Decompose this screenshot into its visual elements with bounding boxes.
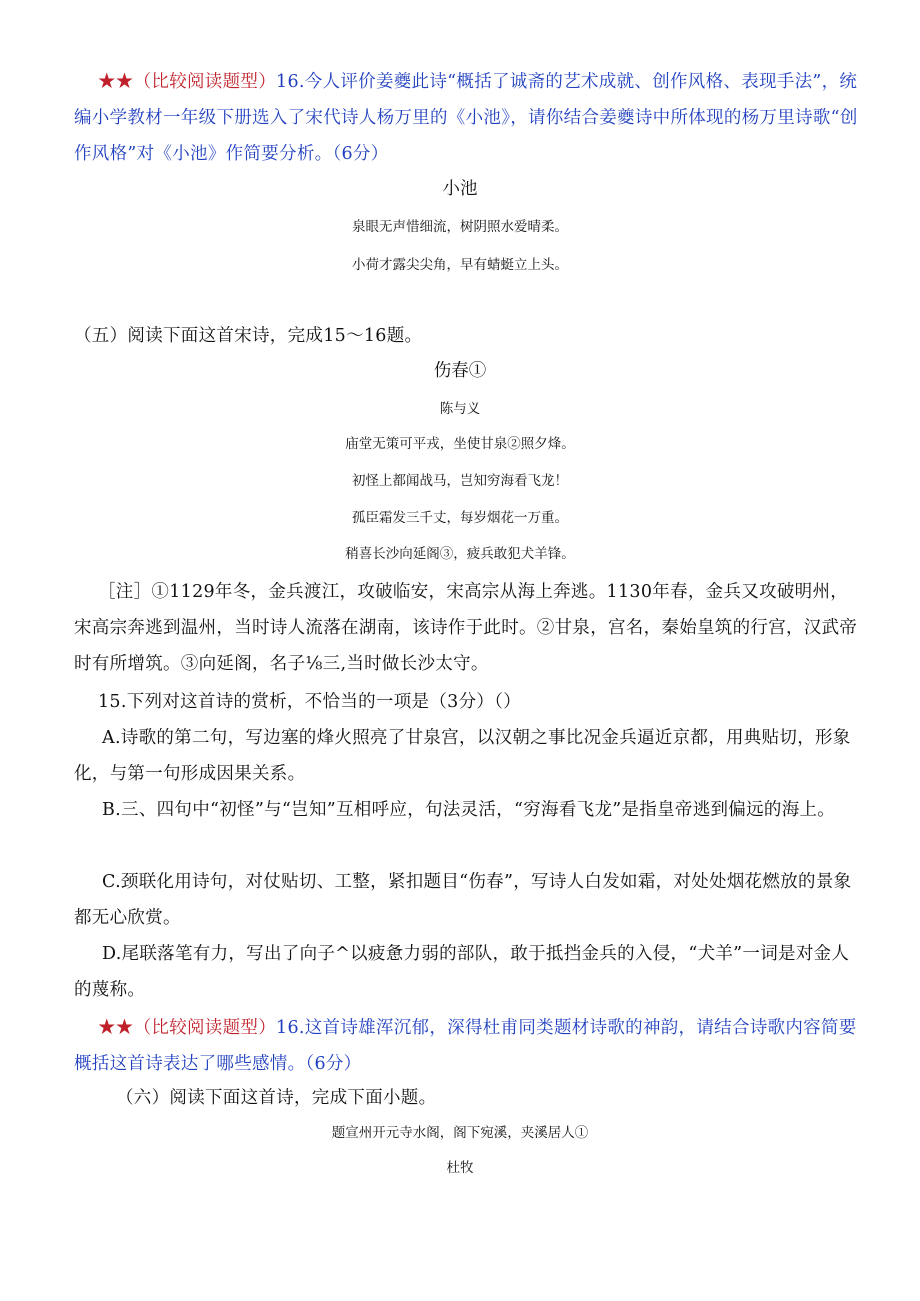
poem-author: 陈与义 [439, 401, 481, 417]
question-16-xiaochi [74, 64, 864, 172]
question-type-tag: （比较阅读题型） [133, 1018, 277, 1038]
option-d: D.尾联落笔有力，写出了向子^以疲惫力弱的部队，敢于抵挡金兵的入侵，“犬羊”一词是对金人的蔑称。 [74, 944, 850, 1000]
question-text: 16.这首诗雄浑沉郁，深得杜甫同类题材诗歌的神韵，请结合诗歌内容简要概括这首诗表达了哪些感情。（6分） [74, 1018, 857, 1074]
poem-line: 初怪上都闻战马，岂知穷海看飞龙！ [352, 473, 568, 489]
option-a: A.诗歌的第二句，写边塞的烽火照亮了甘泉宫，以汉朝之事比况金兵逼近京都，用典贴切，形象化，与第一句形成因果关系。 [74, 728, 851, 784]
poem-title-shangchun: 伤春① [433, 361, 487, 381]
poem-title-xiaochi: 小池 [442, 179, 478, 199]
poem-line: 小荷才露尖尖角，早有蜻蜓立上头。 [352, 257, 568, 273]
poem-annotation: ［注］①1129年冬，金兵渡江，攻破临安，宋高宗从海上奔逃。1130年春，金兵又攻破明州，宋高宗奔逃到温州，当时诗人流落在湖南，该诗作于此时。②甘泉，宫名，秦始皇筑的行宫，汉武帝时有所增筑。③向延阁，名子⅛三,当时做长沙太守。 [74, 582, 858, 674]
question-16-shangchun [74, 1010, 864, 1082]
section-5-heading: （五）阅读下面这首宋诗，完成15～16题。 [74, 326, 423, 346]
difficulty-stars: ★★ [98, 72, 134, 92]
option-b: B.三、四句中“初怪”与“岂知”互相呼应，句法灵活，“穷海看飞龙”是指皇帝逃到偏远的海上。 [102, 800, 836, 820]
poem-title-xuanzhou: 题宣州开元寺水阁，阁下宛溪，夹溪居人① [331, 1125, 589, 1141]
section-6-heading: （六）阅读下面这首诗，完成下面小题。 [116, 1088, 437, 1108]
poem-line: 泉眼无声惜细流，树阴照水爱晴柔。 [352, 219, 568, 235]
question-15: 15.下列对这首诗的赏析，不恰当的一项是（3分）（） [98, 692, 522, 712]
question-text: 16.今人评价姜夔此诗“概括了诚斋的艺术成就、创作风格、表现手法”，统编小学教材一年级下册选入了宋代诗人杨万里的《小池》，请你结合姜夔诗中所体现的杨万里诗歌“创作风格”对《小池》作简要分析。（6分） [74, 72, 858, 164]
question-type-tag: （比较阅读题型） [133, 72, 277, 92]
poem-line: 孤臣霜发三千丈，每岁烟花一万重。 [352, 510, 568, 526]
option-c: C.颈联化用诗句，对仗贴切、工整，紧扣题目“伤春”，写诗人白发如霜，对处处烟花燃放的景象都无心欣赏。 [74, 872, 852, 928]
poem-line: 庙堂无策可平戎，坐使甘泉②照夕烽。 [345, 436, 575, 452]
poem-author: 杜牧 [446, 1160, 474, 1176]
difficulty-stars: ★★ [98, 1018, 134, 1038]
poem-line: 稍喜长沙向延阁③，疲兵敢犯犬羊锋。 [345, 546, 575, 562]
